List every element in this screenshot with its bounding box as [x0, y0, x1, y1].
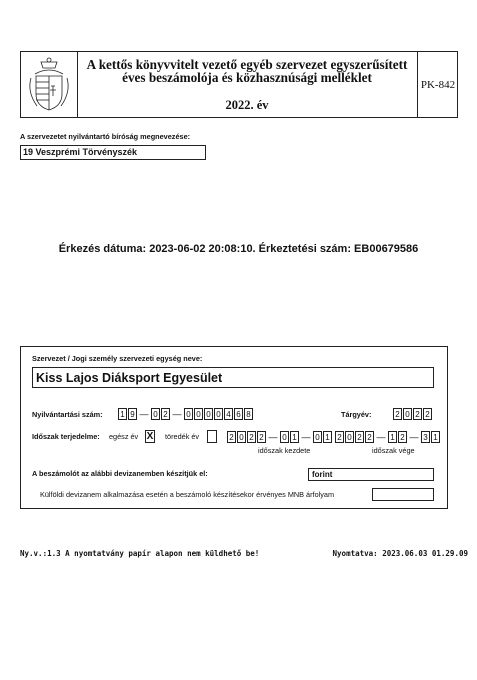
digit-box: 0 [151, 408, 160, 420]
digit-box: 2 [423, 408, 432, 420]
digit-box: 2 [398, 431, 407, 443]
period-end-field[interactable] [335, 431, 441, 443]
period-start-caption: időszak kezdete [258, 446, 311, 455]
partial-year-checkbox[interactable] [207, 430, 217, 443]
coat-of-arms-emblem [21, 52, 78, 117]
digit-box: 1 [431, 431, 440, 443]
registration-label: Nyilvántartási szám: [32, 410, 103, 419]
digit-box: 1 [323, 431, 332, 443]
digit-box: 6 [234, 408, 243, 420]
form-title [77, 52, 418, 117]
full-year-label: egész év [109, 432, 139, 441]
footer-print-date: Nyomtatva: 2023.06.03 01.29.09 [332, 549, 468, 558]
separator-dash: — [172, 409, 182, 419]
digit-box: 9 [128, 408, 137, 420]
organization-name-field[interactable]: Kiss Lajos Diáksport Egyesület [32, 367, 434, 388]
currency-field[interactable]: forint [308, 468, 434, 481]
digit-box: 2 [365, 431, 374, 443]
digit-box: 1 [290, 431, 299, 443]
subject-year-label: Tárgyév: [341, 410, 372, 419]
organization-label: Szervezet / Jogi személy szervezeti egység neve: [32, 354, 203, 363]
separator-dash: — [139, 409, 149, 419]
title-line-1: A kettős könyvvitelt vezető egyéb szervezet egyszerűsített [86, 57, 408, 72]
full-year-checkbox[interactable]: X [146, 431, 154, 442]
subject-year-field[interactable] [393, 408, 433, 420]
digit-box: 0 [237, 431, 246, 443]
form-year: 2022. év [225, 98, 269, 112]
digit-box: 0 [345, 431, 354, 443]
footer-version-note: Ny.v.:1.3 A nyomtatvány papír alapon nem küldhető be! [20, 549, 260, 558]
digit-box: 0 [214, 408, 223, 420]
digit-box: 0 [280, 431, 289, 443]
separator-dash: — [376, 432, 386, 442]
digit-box: 2 [227, 431, 236, 443]
mnb-rate-field[interactable] [372, 488, 434, 501]
digit-box: 2 [393, 408, 402, 420]
digit-box: 1 [388, 431, 397, 443]
court-label: A szervezetet nyilvántartó bíróság megnevezése: [20, 132, 191, 141]
foreign-currency-label: Külföldi devizanem alkalmazása esetén a beszámoló készítésekor érvényes MNB árfolyam [40, 490, 335, 499]
digit-box: 0 [204, 408, 213, 420]
form-header [20, 51, 458, 118]
digit-box: 2 [355, 431, 364, 443]
arrival-info: Érkezés dátuma: 2023-06-02 20:08:10. Érkeztetési szám: EB00679586 [58, 243, 419, 255]
digit-box: 4 [224, 408, 233, 420]
digit-box: 2 [335, 431, 344, 443]
digit-box: 1 [118, 408, 127, 420]
form-code: PK-842 [420, 78, 456, 91]
digit-box: 2 [413, 408, 422, 420]
currency-label: A beszámolót az alábbi devizanemben készítjük el: [32, 469, 208, 478]
period-label: Időszak terjedelme: [32, 432, 100, 441]
title-line-2: éves beszámolója és közhasznúsági melléklet [122, 70, 372, 85]
digit-box: 0 [403, 408, 412, 420]
digit-box: 0 [184, 408, 193, 420]
digit-box: 2 [247, 431, 256, 443]
registration-number-field[interactable] [118, 408, 254, 420]
period-end-caption: időszak vége [372, 446, 415, 455]
court-field[interactable]: 19 Veszprémi Törvényszék [20, 145, 206, 160]
partial-year-label: töredék év [165, 432, 200, 441]
separator-dash: — [268, 432, 278, 442]
digit-box: 8 [244, 408, 253, 420]
digit-box: 0 [194, 408, 203, 420]
separator-dash: — [301, 432, 311, 442]
digit-box: 3 [421, 431, 430, 443]
digit-box: 2 [161, 408, 170, 420]
digit-box: 0 [313, 431, 322, 443]
digit-box: 2 [257, 431, 266, 443]
separator-dash: — [409, 432, 419, 442]
period-start-field[interactable] [227, 431, 333, 443]
